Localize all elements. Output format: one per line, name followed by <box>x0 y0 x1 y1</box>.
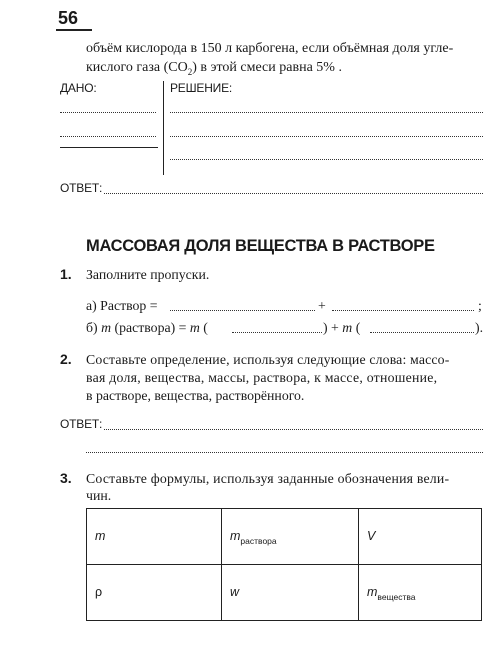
given-separator <box>60 147 158 148</box>
problem-text-line-1: объём кислорода в 150 л карбогена, если объёмная доля угле- <box>86 41 454 56</box>
symbol-density: ρ <box>95 584 103 599</box>
task-1b-blank-1[interactable] <box>232 332 322 333</box>
task-1a-label: а) Раствор = <box>86 298 158 313</box>
symbol-volume: V <box>367 528 376 543</box>
given-solution-divider <box>163 81 164 175</box>
table-row <box>87 509 482 565</box>
answer-line-2b[interactable] <box>86 452 483 453</box>
table-cell[interactable] <box>222 509 359 565</box>
symbol-m-solution: m <box>230 528 241 543</box>
task-1a-blank-2[interactable] <box>332 310 474 311</box>
task-1b-close-plus: ) + <box>323 320 343 335</box>
mass-symbol: m <box>101 320 112 335</box>
task-3-line-2: чин. <box>86 488 112 503</box>
task-1a-end: ; <box>478 298 482 313</box>
page-number-underline <box>56 29 92 31</box>
table-cell[interactable] <box>87 509 222 565</box>
given-label: ДАНО: <box>60 81 97 95</box>
task-3-number: 3. <box>60 470 72 486</box>
task-2-line-2: вая доля, вещества, массы, раствора, к массе, отношение, <box>86 370 438 385</box>
answer-line-2a[interactable] <box>104 429 483 430</box>
task-1b-end: ). <box>475 320 484 335</box>
task-1a-blank-1[interactable] <box>170 310 315 311</box>
task-1b-open: ( <box>199 320 208 335</box>
task-1b-label: б) <box>86 320 102 335</box>
table-cell[interactable] <box>222 565 359 621</box>
mass-symbol-3: m <box>342 320 353 335</box>
symbols-table <box>86 508 482 621</box>
given-line-2[interactable] <box>60 136 156 137</box>
task-1-text: Заполните пропуски. <box>86 267 210 282</box>
task-2-line-3: в растворе, вещества, растворённого. <box>86 388 305 403</box>
solution-line-1[interactable] <box>170 112 483 113</box>
task-1b-blank-2[interactable] <box>370 332 474 333</box>
table-cell[interactable] <box>359 565 482 621</box>
solution-label: РЕШЕНИЕ: <box>170 81 233 95</box>
section-title: МАССОВАЯ ДОЛЯ ВЕЩЕСТВА В РАСТВОРЕ <box>86 237 435 255</box>
task-1b-mid <box>323 320 360 336</box>
problem-text-part-b: ) в этой смеси равна 5% . <box>192 60 342 75</box>
task-3-line-1: Составьте формулы, используя заданные обозначения вели- <box>86 471 450 486</box>
table-cell[interactable] <box>359 509 482 565</box>
task-1-number: 1. <box>60 266 72 282</box>
mass-symbol-2: m <box>189 320 200 335</box>
symbol-mass-fraction: w <box>230 584 240 599</box>
answer-line-1[interactable] <box>104 193 483 194</box>
problem-text-part-a: кислого газа (CO <box>86 60 188 75</box>
table-row <box>87 565 482 621</box>
problem-text-line-2 <box>86 60 342 77</box>
symbol-subscript: вещества <box>377 592 416 603</box>
answer-label-2: ОТВЕТ: <box>60 417 103 431</box>
answer-label-1: ОТВЕТ: <box>60 181 103 195</box>
solution-line-3[interactable] <box>170 159 483 160</box>
given-line-1[interactable] <box>60 112 156 113</box>
task-1a-plus: + <box>318 298 326 313</box>
solution-line-2[interactable] <box>170 136 483 137</box>
symbol-m: m <box>95 528 106 543</box>
page-number: 56 <box>58 8 79 28</box>
symbol-m-substance: m <box>367 584 378 599</box>
task-2-number: 2. <box>60 351 72 367</box>
task-2-line-1: Составьте определение, используя следующие слова: массо- <box>86 352 450 367</box>
task-1b-middle: (раствора) = <box>111 320 190 335</box>
task-1b-start <box>86 320 208 336</box>
task-1b-open-2: ( <box>352 320 361 335</box>
co2-subscript: 2 <box>187 66 193 77</box>
table-cell[interactable] <box>87 565 222 621</box>
symbol-subscript: раствора <box>240 536 277 547</box>
